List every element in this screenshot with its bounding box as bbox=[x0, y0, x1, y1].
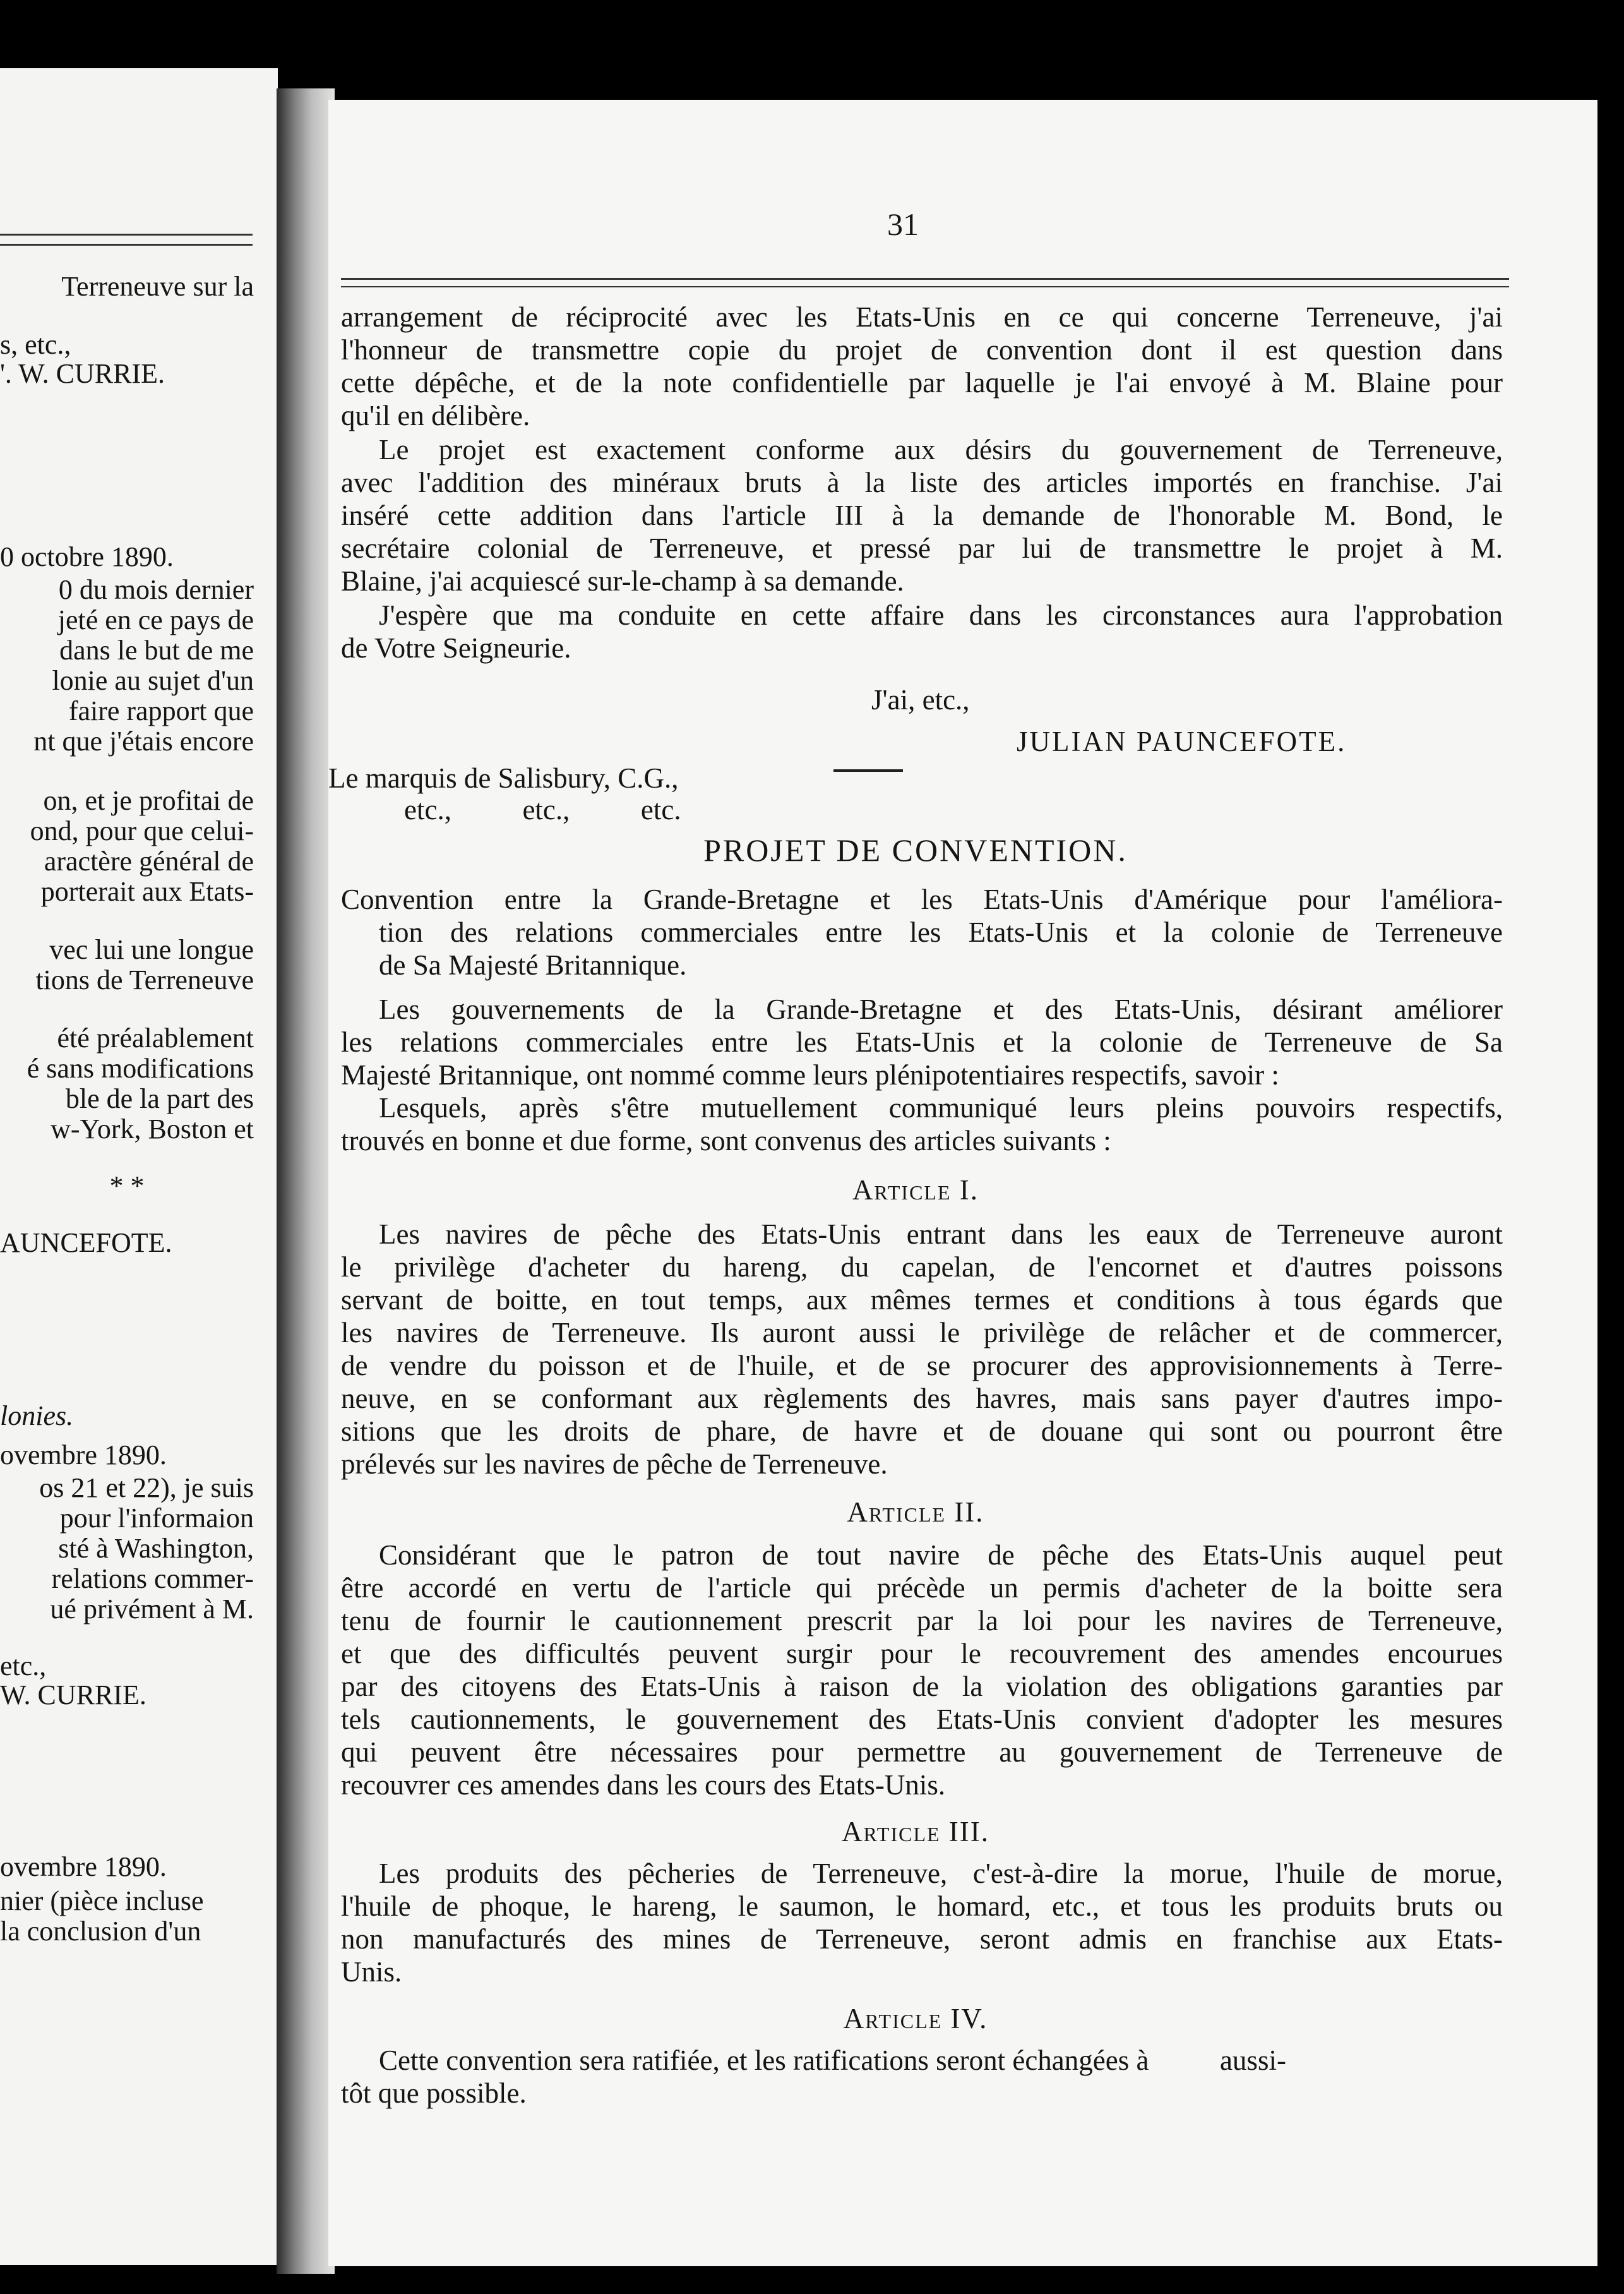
article-line: et que des difficultés peuvent surgir pour le recouvrement des amendes encourues bbox=[341, 1638, 1503, 1669]
body-line: Blaine, j'ai acquiescé sur-le-champ à sa demande. bbox=[341, 565, 904, 597]
left-page-line: W. CURRIE. bbox=[0, 1679, 146, 1710]
article-line: servant de boitte, en tout temps, aux mêmes termes et conditions à tous égards que bbox=[341, 1284, 1503, 1316]
left-page-top-rule bbox=[0, 234, 253, 236]
body-line: inséré cette addition dans l'article III à la demande de l'honorable M. Bond, le bbox=[341, 500, 1503, 531]
article-line: les navires de Terreneuve. Ils auront aussi le privilège de relâcher et de commercer, bbox=[341, 1317, 1503, 1348]
preamble-line: trouvés en bonne et due forme, sont convenus des articles suivants : bbox=[341, 1125, 1111, 1156]
left-page-line: vec lui une longue bbox=[49, 934, 254, 965]
left-page-line: jeté en ce pays de bbox=[57, 604, 254, 635]
left-page-line: 0 du mois dernier bbox=[58, 574, 254, 605]
left-page-line: faire rapport que bbox=[68, 695, 254, 726]
convention-intro-line: Convention entre la Grande-Bretagne et les Etats-Unis d'Amérique pour l'améliora- bbox=[341, 884, 1503, 915]
left-page-line: aractère général de bbox=[44, 846, 254, 877]
left-page-line: é sans modifications bbox=[27, 1053, 254, 1084]
article-title: Article III. bbox=[841, 1816, 990, 1847]
left-page-line: ble de la part des bbox=[65, 1083, 254, 1114]
book-gutter-shadow bbox=[277, 88, 335, 2274]
addressee-etc: etc., etc., etc. bbox=[404, 794, 681, 826]
convention-intro-line: tion des relations commerciales entre les Etats-Unis et la colonie de Terreneuve bbox=[379, 916, 1503, 948]
article-line: le privilège d'acheter du hareng, du capelan, de l'encornet et d'autres poissons bbox=[341, 1251, 1503, 1283]
left-page-line: ovembre 1890. bbox=[0, 1851, 167, 1882]
article-line: Cette convention sera ratifiée, et les ratifications seront échangées à aussi- bbox=[379, 2045, 1286, 2076]
article-line: par des citoyens des Etats-Unis à raison de la violation des obligations garanties par bbox=[341, 1671, 1503, 1702]
left-page-line: os 21 et 22), je suis bbox=[39, 1472, 254, 1503]
body-line: cette dépêche, et de la note confidentielle par laquelle je l'ai envoyé à M. Blaine pour bbox=[341, 367, 1503, 399]
article-line: neuve, en se conformant aux règlements des havres, mais sans payer d'autres impo- bbox=[341, 1383, 1503, 1414]
left-page-line: sté à Washington, bbox=[58, 1533, 254, 1564]
left-page-line: tions de Terreneuve bbox=[35, 964, 254, 995]
left-page-line: ond, pour que celui- bbox=[30, 815, 254, 846]
left-page-line: on, et je profitai de bbox=[43, 785, 254, 816]
article-line: tenu de fournir le cautionnement prescrit par la loi pour les navires de Terreneuve, bbox=[341, 1605, 1503, 1636]
left-page-line: lonie au sujet d'un bbox=[52, 665, 254, 696]
left-page-line: nier (pièce incluse bbox=[0, 1885, 204, 1916]
body-line: de Votre Seigneurie. bbox=[341, 632, 571, 664]
convention-heading: PROJET DE CONVENTION. bbox=[703, 832, 1128, 868]
closing-formula: J'ai, etc., bbox=[871, 684, 970, 716]
article-line: qui peuvent être nécessaires pour permettre au gouvernement de Terreneuve de bbox=[341, 1736, 1503, 1768]
article-line: tels cautionnements, le gouvernement des Etats-Unis convient d'adopter les mesures bbox=[341, 1703, 1503, 1735]
body-line: arrangement de réciprocité avec les Etats-Unis en ce qui concerne Terreneuve, j'ai bbox=[341, 301, 1503, 333]
left-page-line: w-York, Boston et bbox=[51, 1114, 254, 1144]
article-line: l'huile de phoque, le hareng, le saumon, le homard, etc., et tous les produits bruts ou bbox=[341, 1890, 1503, 1922]
article-line: prélevés sur les navires de pêche de Terreneuve. bbox=[341, 1448, 888, 1480]
article-title: Article IV. bbox=[843, 2003, 988, 2034]
signature: JULIAN PAUNCEFOTE. bbox=[1017, 726, 1347, 757]
article-line: Unis. bbox=[341, 1956, 402, 1988]
body-line: avec l'addition des minéraux bruts à la liste des articles importés en franchise. J'ai bbox=[341, 467, 1503, 498]
left-page-line: dans le but de me bbox=[59, 635, 254, 666]
body-line: secrétaire colonial de Terreneuve, et pressé par lui de transmettre le projet à M. bbox=[341, 532, 1503, 564]
page-number: 31 bbox=[887, 207, 919, 242]
article-line: tôt que possible. bbox=[341, 2077, 527, 2109]
preamble-line: Lesquels, après s'être mutuellement communiqué leurs pleins pouvoirs respectifs, bbox=[379, 1092, 1503, 1124]
article-line: de vendre du poisson et de l'huile, et de se procurer des approvisionnements à Terre- bbox=[341, 1350, 1503, 1381]
left-page-line: '. W. CURRIE. bbox=[0, 358, 165, 389]
left-page-line: 0 octobre 1890. bbox=[0, 541, 174, 572]
left-page-line: nt que j'étais encore bbox=[33, 726, 254, 757]
left-page-asterisks: * * bbox=[109, 1170, 145, 1201]
body-line: J'espère que ma conduite en cette affaire dans les circonstances aura l'approbation bbox=[379, 599, 1503, 631]
convention-intro-line: de Sa Majesté Britannique. bbox=[379, 949, 687, 981]
left-page-line: ovembre 1890. bbox=[0, 1439, 167, 1470]
preamble-line: Majesté Britannique, ont nommé comme leurs plénipotentiaires respectifs, savoir : bbox=[341, 1059, 1279, 1091]
body-line: Le projet est exactement conforme aux désirs du gouvernement de Terreneuve, bbox=[379, 434, 1503, 465]
article-title: Article I. bbox=[852, 1174, 979, 1206]
left-page-line: etc., bbox=[0, 1650, 47, 1681]
preamble-line: Les gouvernements de la Grande-Bretagne et des Etats-Unis, désirant améliorer bbox=[379, 994, 1503, 1025]
preamble-line: les relations commerciales entre les Etats-Unis et la colonie de Terreneuve de Sa bbox=[341, 1026, 1503, 1058]
header-rule bbox=[341, 278, 1509, 287]
previous-page-fragment bbox=[0, 68, 278, 2265]
body-line: qu'il en délibère. bbox=[341, 400, 530, 431]
addressee: Le marquis de Salisbury, C.G., bbox=[328, 762, 679, 794]
article-line: sitions que les droits de phare, de havre et de douane qui sont ou pourront être bbox=[341, 1415, 1503, 1447]
article-line: recouvrer ces amendes dans les cours des Etats-Unis. bbox=[341, 1769, 946, 1801]
article-title: Article II. bbox=[847, 1496, 984, 1528]
article-line: non manufacturés des mines de Terreneuve, seront admis en franchise aux Etats- bbox=[341, 1923, 1503, 1955]
left-page-line: pour l'informaion bbox=[59, 1503, 254, 1534]
left-page-line: relations commer- bbox=[51, 1563, 254, 1594]
left-page-line: Terreneuve sur la bbox=[61, 271, 254, 302]
left-page-line: AUNCEFOTE. bbox=[0, 1227, 172, 1258]
left-page-line: porterait aux Etats- bbox=[40, 876, 254, 907]
left-page-line: ué privément à M. bbox=[50, 1594, 254, 1624]
article-line: être accordé en vertu de l'article qui précède un permis d'acheter de la boitte sera bbox=[341, 1572, 1503, 1604]
left-page-line: lonies. bbox=[0, 1400, 74, 1431]
article-line: Les navires de pêche des Etats-Unis entrant dans les eaux de Terreneuve auront bbox=[379, 1218, 1503, 1250]
body-line: l'honneur de transmettre copie du projet de convention dont il est question dans bbox=[341, 334, 1503, 366]
left-page-line: la conclusion d'un bbox=[0, 1916, 201, 1947]
section-divider bbox=[833, 769, 903, 772]
main-page bbox=[328, 100, 1597, 2266]
left-page-top-rule bbox=[0, 244, 253, 246]
article-line: Les produits des pêcheries de Terreneuve, c'est-à-dire la morue, l'huile de morue, bbox=[379, 1858, 1503, 1889]
article-line: Considérant que le patron de tout navire de pêche des Etats-Unis auquel peut bbox=[379, 1539, 1503, 1571]
left-page-line: été préalablement bbox=[57, 1023, 254, 1054]
left-page-line: s, etc., bbox=[0, 329, 71, 360]
